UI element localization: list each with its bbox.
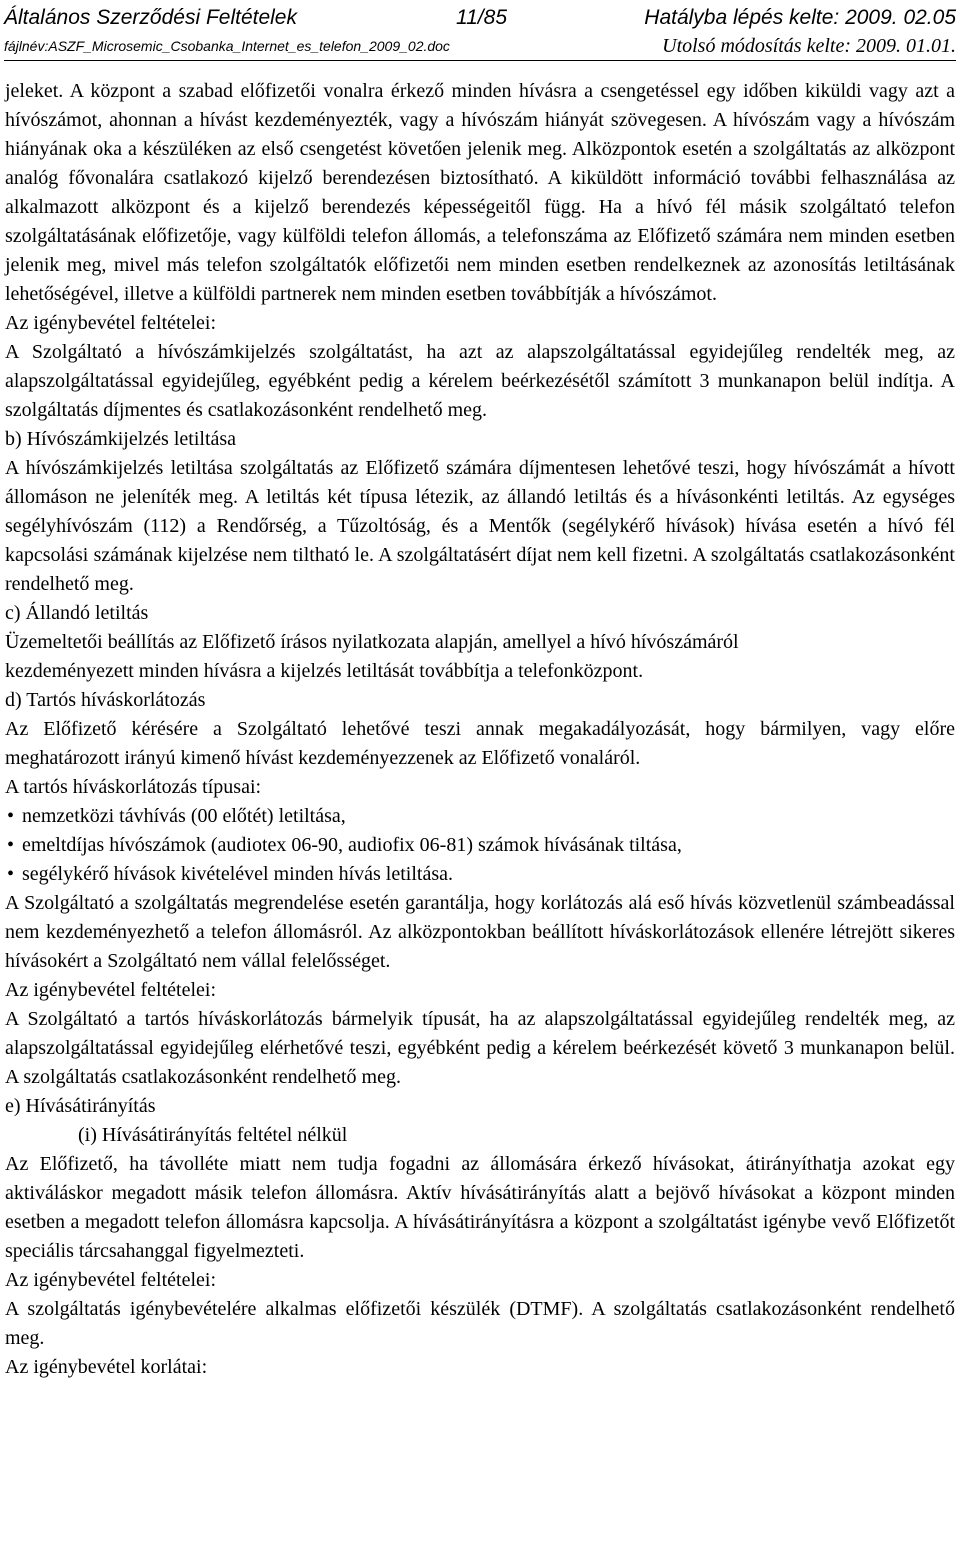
restriction-types-list xyxy=(5,802,955,889)
heading-conditions-3: Az igénybevétel feltételei: xyxy=(5,1269,217,1291)
paragraph-restriction-guarantee: A Szolgáltató a szolgáltatás megrendelése esetén garantálja, hogy korlátozás alá eső hívás közvetlenül számbeadással nem kezdeményezhető a telefon állomásról. Az alközpontokban beállított híváskorlátozások ellenére létrejött sikeres hívásokért a Szolgáltató nem vállal felelősséget. xyxy=(5,892,955,972)
bullet-icon: • xyxy=(7,805,15,827)
page-header xyxy=(4,4,956,32)
bullet-icon: • xyxy=(7,863,15,885)
document-body xyxy=(5,77,955,1382)
paragraph-call-restriction: Az Előfizető kérésére a Szolgáltató lehetővé teszi annak megakadályozását, hogy bármilyen, vagy előre meghatározott irányú kimenő hívást kezdeményezzenek az Előfizető vonaláról. xyxy=(5,718,955,769)
paragraph-conditions: A Szolgáltató a hívószámkijelzés szolgáltatást, ha azt az alapszolgáltatással egyidejűleg rendelték meg, az alapszolgáltatással egyidejűleg, egyébként pedig a kérelem beérkezésétől számított 3 munkanapon belül indítja. A szolgáltatás díjmentes és csatlakozásonként rendelhető meg. xyxy=(5,341,955,421)
paragraph-conditions-2: A Szolgáltató a tartós híváskorlátozás bármelyik típusát, ha az alapszolgáltatással egyidejűleg rendelték meg, az alapszolgáltatással egyidejűleg elérhetővé teszi, egyébként pedig a kérelem beérkezését követő 3 munkanapon belül. A szolgáltatás csatlakozásonként rendelhető meg. xyxy=(5,1008,955,1088)
heading-restriction-types: A tartós híváskorlátozás típusai: xyxy=(5,776,262,798)
effective-date: Hatályba lépés kelte: 2009. 02.05 xyxy=(644,6,956,29)
paragraph-caller-id: jeleket. A központ a szabad előfizetői vonalra érkező minden hívásra a csengetéssel egy időben kiküldi vagy azt a hívószámot, ahonnan a hívást kezdeményezték, vagy a hívószám hiányát szövegesen. A hívószám vagy a hívószám hiányának oka a készüléken az első csengetést követően jelenik meg. Alközpontok esetén a szolgáltatás az alközpont analóg fővonalára csatlakozó kijelző berendezésen biztosítható. A kiküldött információ további felhasználása az alkalmazott alközpont és a kijelző berendezés képességeitől függ. Ha a hívó fél másik szolgáltató telefon szolgáltatásának előfizetője, vagy külföldi telefon állomás, a telefonszáma az Előfizető számára nem minden esetben jelenik meg, mivel más telefon szolgáltatók előfizetői nem minden esetben rendelkeznek az azonosítás letiltásának lehetőségével, illetve a külföldi partnerek nem minden esetben továbbítják a hívószámot. xyxy=(5,80,955,305)
list-item: • emeltdíjas hívószámok (audiotex 06-90, audiofix 06-81) számok hívásának tiltása, xyxy=(5,831,955,860)
paragraph-permanent-block-line2: kezdeményezett minden hívásra a kijelzés letiltását továbbítja a telefonközpont. xyxy=(5,660,644,682)
paragraph-call-forwarding: Az Előfizető, ha távolléte miatt nem tudja fogadni az állomására érkező hívásokat, átirányíthatja azokat egy aktiváláskor megadott másik telefon állomásra. Aktív hívásátirányítás alatt a bejövő hívásokat a központ minden esetben a megadott telefon állomásra kapcsolja. A hívásátirányításra a központ a szolgáltatást igénybe vevő Előfizetőt speciális tárcsahanggal figyelmezteti. xyxy=(5,1153,955,1262)
heading-conditions-2: Az igénybevétel feltételei: xyxy=(5,979,217,1001)
modified-date: Utolsó módosítás kelte: 2009. 01.01. xyxy=(662,35,956,57)
paragraph-permanent-block-line1: Üzemeltetői beállítás az Előfizető írásos nyilatkozata alapján, amellyel a hívó hívószámáról xyxy=(5,631,739,653)
list-item: • nemzetközi távhívás (00 előtét) letiltása, xyxy=(5,802,955,831)
heading-limitations: Az igénybevétel korlátai: xyxy=(5,1356,208,1378)
paragraph-caller-id-block: A hívószámkijelzés letiltása szolgáltatás az Előfizető számára díjmentesen lehetővé teszi, hogy hívószámát a hívott állomáson ne jeleníték meg. A letiltás két típusa létezik, az állandó letiltás és a hívásonkénti letiltás. Az egységes segélyhívószám (112) a Rendőrség, a Tűzoltóság, és a Mentők (segélykérő hívások) hívása esetén a hívó fél kapcsolási számának kijelzése nem tiltható le. A szolgáltatásért díjat nem kell fizetni. A szolgáltatás csatlakozásonként rendelhető meg. xyxy=(5,457,955,595)
page-subheader xyxy=(4,35,956,57)
heading-unconditional-forwarding: (i) Hívásátirányítás feltétel nélkül xyxy=(78,1124,348,1146)
heading-call-forwarding: e) Hívásátirányítás xyxy=(5,1095,156,1117)
list-item: • segélykérő hívások kivételével minden hívás letiltása. xyxy=(5,860,955,889)
file-name: fájlnév:ASZF_Microsemic_Csobanka_Internet_es_telefon_2009_02.doc xyxy=(4,38,450,54)
document-title: Általános Szerződési Feltételek xyxy=(4,6,297,29)
heading-conditions: Az igénybevétel feltételei: xyxy=(5,312,217,334)
heading-caller-id-block: b) Hívószámkijelzés letiltása xyxy=(5,428,237,450)
header-divider xyxy=(4,60,956,61)
heading-permanent-block: c) Állandó letiltás xyxy=(5,602,149,624)
heading-call-restriction: d) Tartós híváskorlátozás xyxy=(5,689,206,711)
page-number: 11/85 xyxy=(456,6,507,29)
paragraph-conditions-3: A szolgáltatás igénybevételére alkalmas előfizetői készülék (DTMF). A szolgáltatás csatlakozásonként rendelhető meg. xyxy=(5,1298,955,1349)
bullet-icon: • xyxy=(7,834,15,856)
